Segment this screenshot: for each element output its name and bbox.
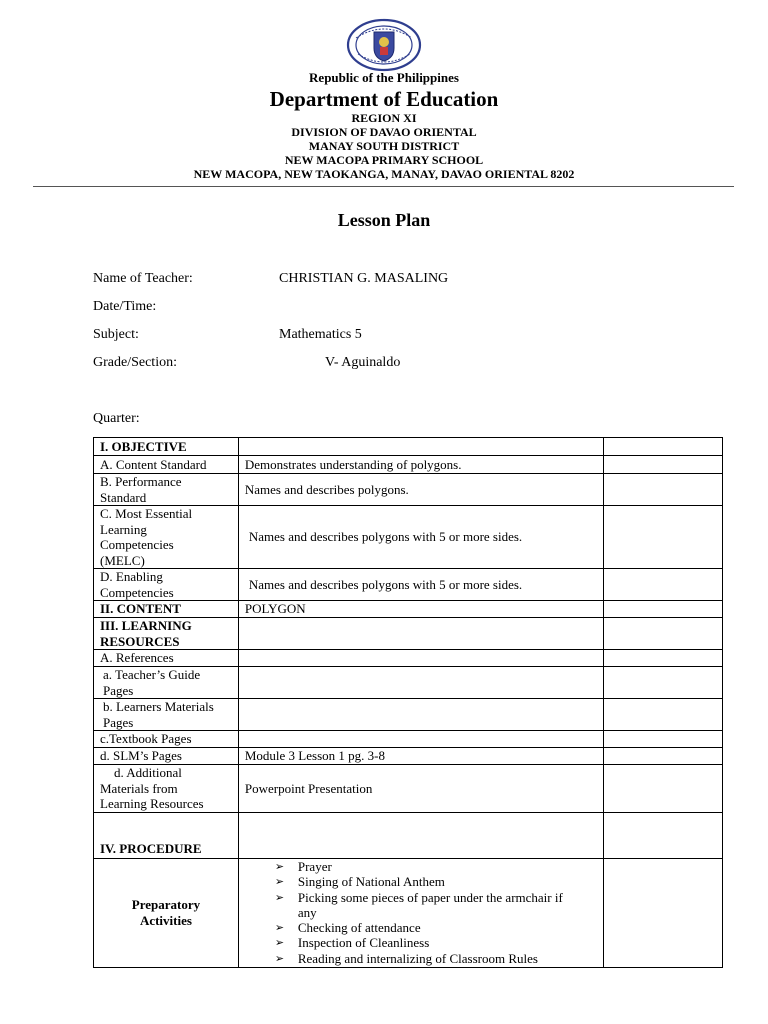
subject-label: Subject:	[93, 327, 139, 342]
table-row	[94, 748, 723, 765]
label-line: a. Teacher’s Guide	[103, 667, 201, 682]
additional-materials-label	[94, 765, 239, 813]
slm-pages-label: d. SLM’s Pages	[94, 748, 239, 765]
grade-section-value: V- Aguinaldo	[325, 355, 401, 370]
preparatory-activities-list	[238, 858, 603, 967]
region-heading: REGION XI	[351, 111, 417, 125]
table-cell	[604, 474, 723, 506]
table-cell	[604, 699, 723, 731]
division-heading: DIVISION OF DAVAO ORIENTAL	[291, 125, 477, 139]
table-row	[94, 438, 723, 456]
table-cell	[604, 765, 723, 813]
table-row	[94, 667, 723, 699]
list-item: ➢ Inspection of Cleanliness	[275, 935, 597, 950]
list-item: ➢ Prayer	[275, 859, 597, 874]
table-cell	[604, 731, 723, 748]
table-cell	[604, 456, 723, 474]
melc-value: Names and describes polygons with 5 or more sides.	[238, 506, 603, 569]
textbook-pages-label: c.Textbook Pages	[94, 731, 239, 748]
list-item: ➢ Singing of National Anthem	[275, 874, 597, 889]
table-row	[94, 650, 723, 667]
datetime-label: Date/Time:	[93, 299, 157, 314]
label-line: Learning Resources	[100, 796, 204, 811]
label-line: Activities	[139, 912, 192, 928]
label-line: III. LEARNING	[100, 618, 192, 633]
enabling-competencies-value: Names and describes polygons with 5 or more sides.	[238, 569, 603, 601]
teachers-guide-label	[94, 667, 239, 699]
deped-seal-icon	[344, 18, 424, 72]
table-cell	[604, 650, 723, 667]
subject-value: Mathematics 5	[279, 327, 362, 342]
slm-pages-value: Module 3 Lesson 1 pg. 3-8	[238, 748, 603, 765]
table-cell	[604, 601, 723, 618]
table-cell	[604, 748, 723, 765]
list-item	[275, 890, 597, 920]
table-row	[94, 765, 723, 813]
teacher-value: CHRISTIAN G. MASALING	[279, 271, 449, 286]
table-cell	[604, 506, 723, 569]
content-standard-value: Demonstrates understanding of polygons.	[238, 456, 603, 474]
label-line: C. Most Essential	[100, 506, 193, 521]
grade-section-label: Grade/Section:	[93, 355, 177, 370]
performance-standard-value: Names and describes polygons.	[238, 474, 603, 506]
district-heading: MANAY SOUTH DISTRICT	[308, 139, 460, 153]
label-line: Competencies	[100, 537, 174, 552]
table-row	[94, 699, 723, 731]
label-line: Preparatory	[131, 897, 201, 912]
table-cell	[238, 650, 603, 667]
content-value: POLYGON	[238, 601, 603, 618]
list-item-line: any	[297, 904, 317, 920]
table-row	[94, 506, 723, 569]
table-cell	[604, 812, 723, 858]
references-label: A. References	[94, 650, 239, 667]
table-cell	[604, 667, 723, 699]
label-line: Learning	[100, 521, 147, 537]
teacher-label: Name of Teacher:	[93, 271, 193, 286]
enabling-competencies-label	[94, 569, 239, 601]
label-line: b. Learners Materials	[103, 699, 214, 714]
table-row	[94, 618, 723, 650]
lesson-plan-table	[93, 437, 723, 968]
learners-materials-label	[94, 699, 239, 731]
label-line: d. Additional	[114, 765, 182, 780]
performance-standard-label	[94, 474, 239, 506]
content-standard-label: A. Content Standard	[94, 456, 239, 474]
table-row	[94, 569, 723, 601]
table-cell	[604, 438, 723, 456]
learning-resources-label	[94, 618, 239, 650]
table-cell	[604, 858, 723, 967]
preparatory-activities-label	[94, 858, 239, 967]
label-line: Standard	[100, 489, 147, 505]
table-row	[94, 601, 723, 618]
table-cell	[238, 667, 603, 699]
header-divider	[33, 186, 734, 187]
label-line: Materials from	[100, 780, 178, 796]
list-item-line: ➢ Picking some pieces of paper under the armchair if	[297, 889, 563, 905]
address-heading: NEW MACOPA, NEW TAOKANGA, MANAY, DAVAO ORIENTAL 8202	[193, 167, 575, 181]
department-heading: Department of Education	[269, 87, 499, 111]
label-line: (MELC)	[100, 552, 145, 568]
melc-label	[94, 506, 239, 569]
additional-materials-value: Powerpoint Presentation	[238, 765, 603, 813]
table-cell	[238, 699, 603, 731]
label-line: Pages	[103, 714, 134, 730]
republic-heading: Republic of the Philippines	[309, 70, 459, 85]
label-line: B. Performance	[100, 474, 182, 489]
label-line: D. Enabling	[100, 569, 163, 584]
list-item: ➢ Checking of attendance	[275, 920, 597, 935]
table-row	[94, 858, 723, 967]
objective-label: I. OBJECTIVE	[94, 438, 239, 456]
table-row	[94, 456, 723, 474]
table-cell	[238, 731, 603, 748]
table-cell	[238, 438, 603, 456]
label-line: Competencies	[100, 584, 174, 600]
procedure-label: IV. PROCEDURE	[94, 812, 239, 858]
table-cell	[604, 569, 723, 601]
table-cell	[604, 618, 723, 650]
quarter-label: Quarter:	[93, 411, 140, 426]
label-line: Pages	[103, 682, 134, 698]
content-label: II. CONTENT	[94, 601, 239, 618]
table-row	[94, 731, 723, 748]
table-cell	[238, 618, 603, 650]
label-line: RESOURCES	[100, 633, 180, 649]
school-heading: NEW MACOPA PRIMARY SCHOOL	[284, 153, 484, 167]
table-row	[94, 474, 723, 506]
page-title: Lesson Plan	[337, 210, 431, 230]
table-cell	[238, 812, 603, 858]
list-item: ➢ Reading and internalizing of Classroom Rules	[275, 951, 597, 966]
table-row	[94, 812, 723, 858]
